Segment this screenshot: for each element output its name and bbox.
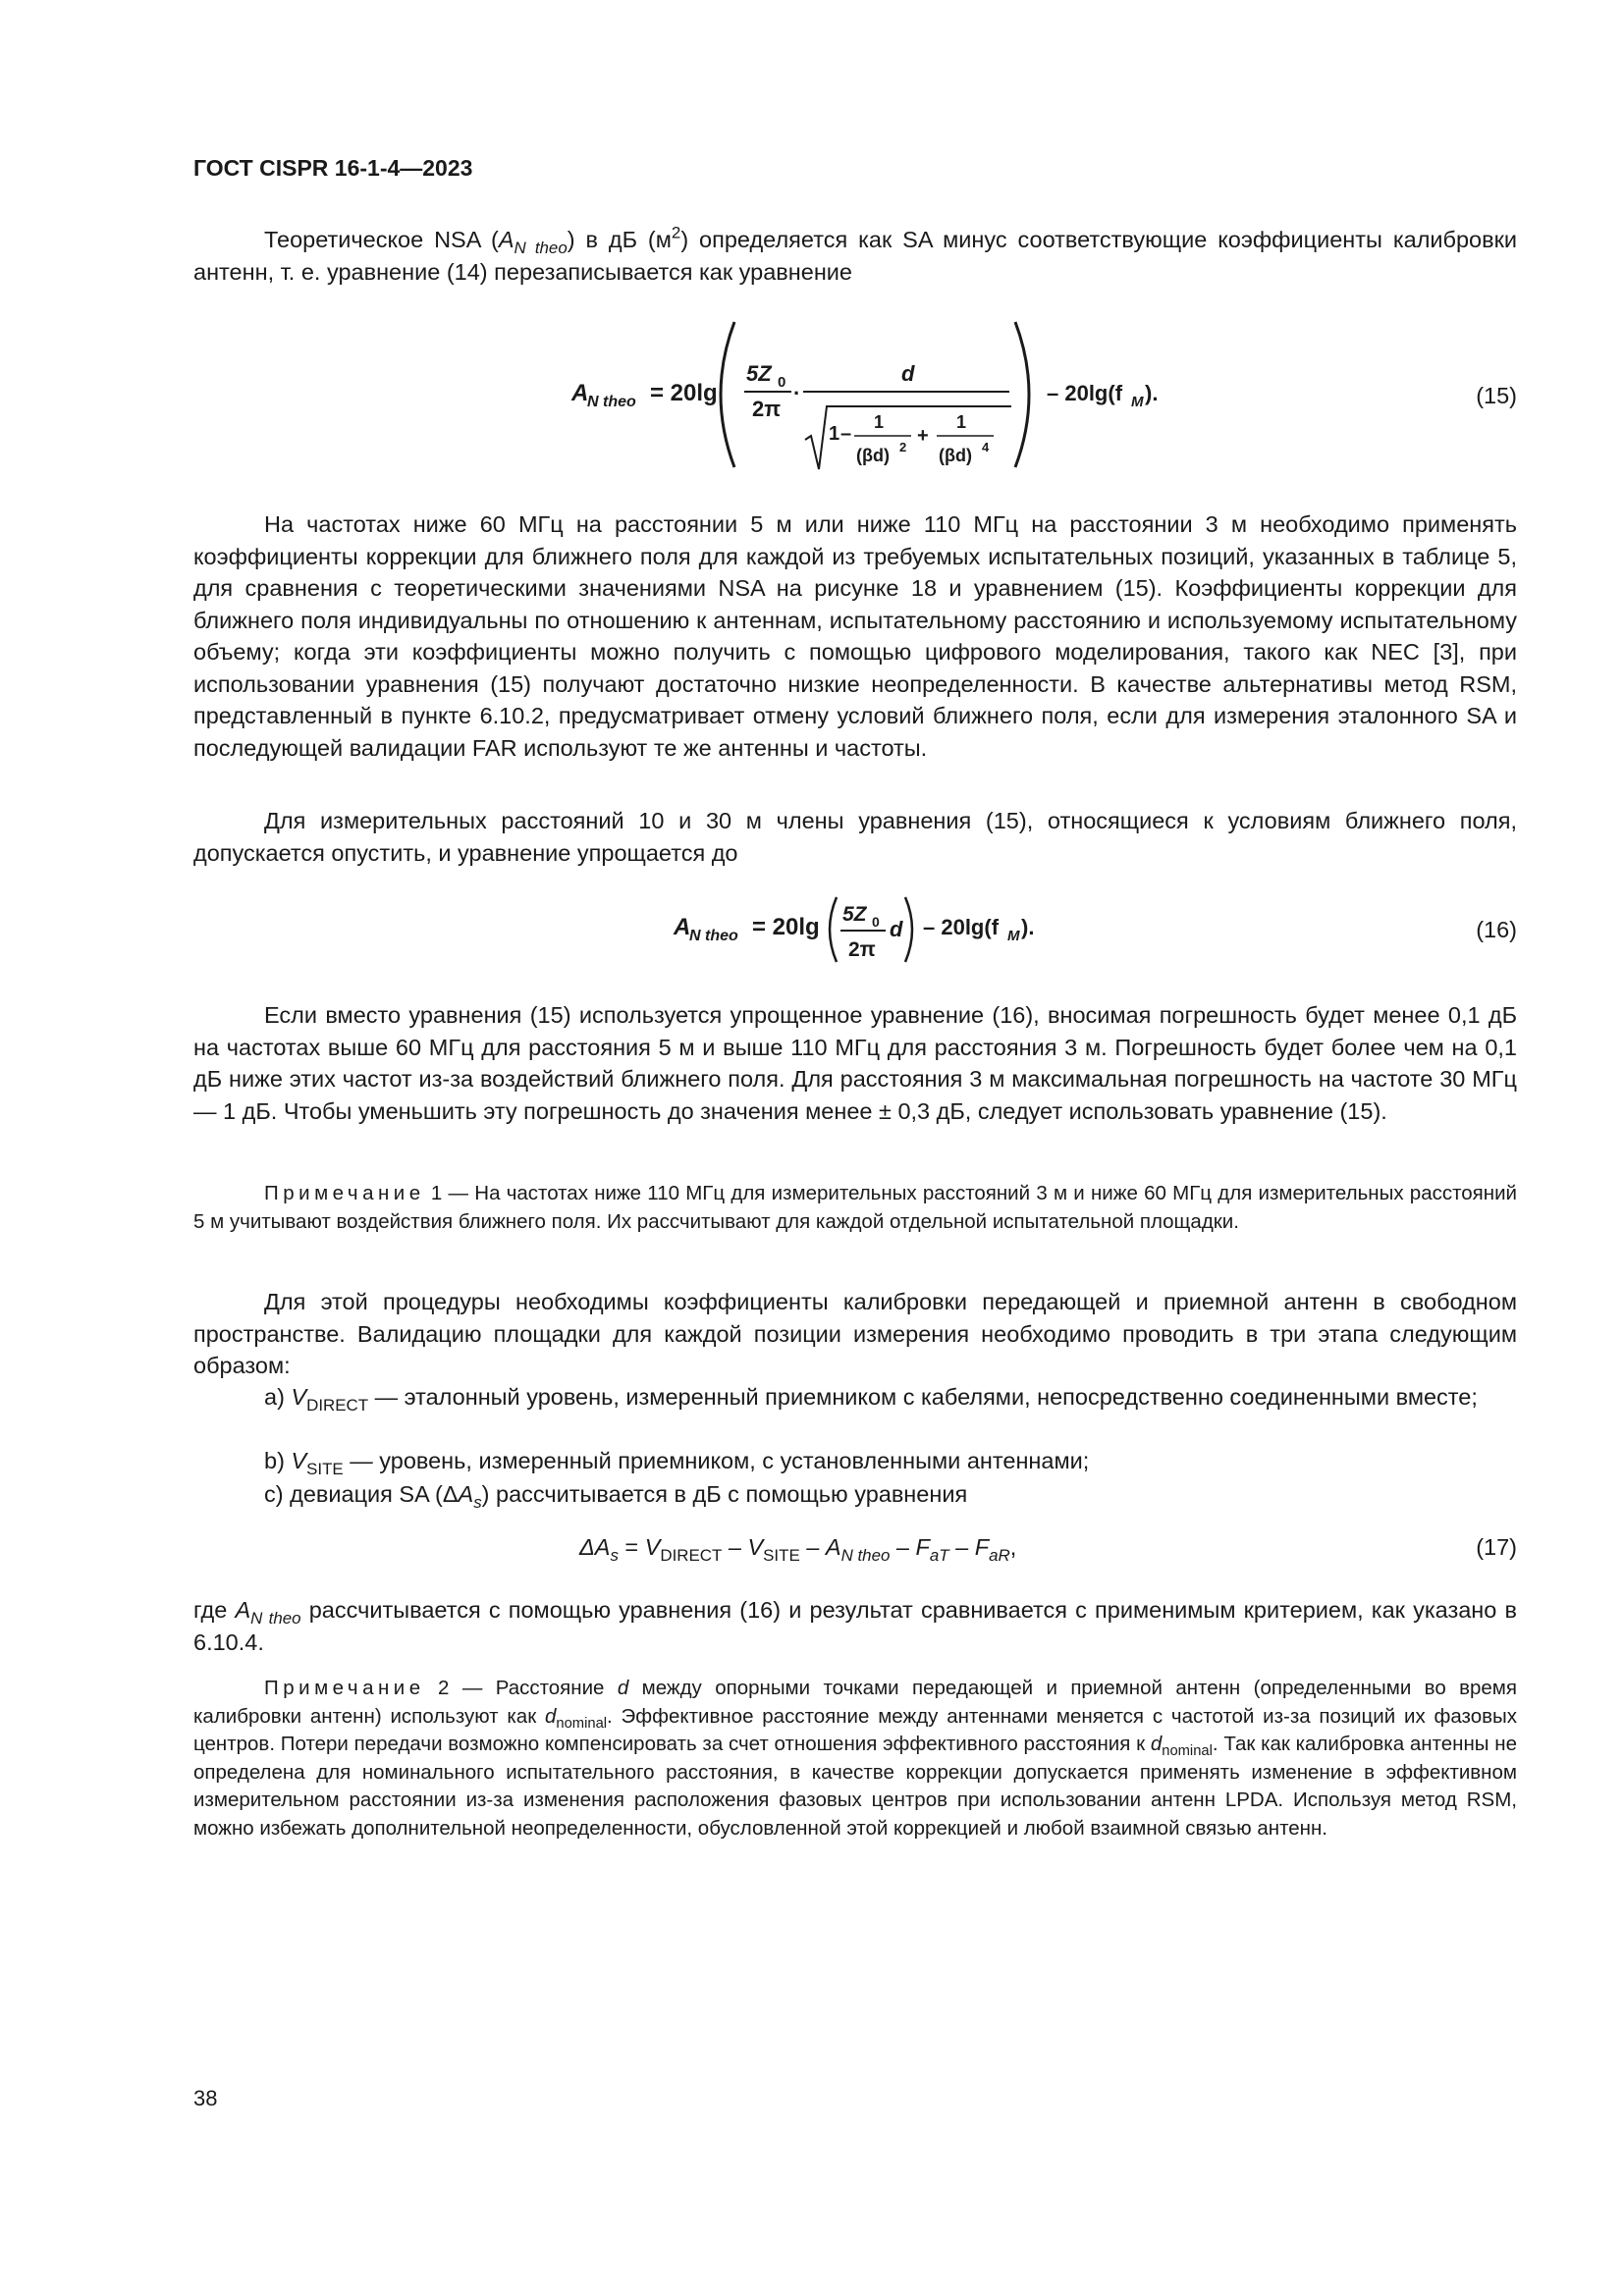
note-label: Примечание bbox=[264, 1677, 425, 1699]
eq17-v-direct: V bbox=[644, 1534, 661, 1560]
symbol-a-sub: N theo bbox=[514, 238, 568, 257]
text-run: ) в дБ (м bbox=[567, 227, 672, 252]
eq15-rhs-end: ). bbox=[1145, 381, 1159, 405]
eq15-right-paren bbox=[1015, 322, 1029, 467]
equation-15 bbox=[560, 314, 1168, 481]
eq15-one-b: 1 bbox=[956, 412, 967, 432]
paragraph-intro bbox=[193, 224, 1517, 288]
note-text: 1 — На частотах ниже 110 МГц для измерительных расстояний 3 м и ниже 60 МГц для измерительных расстояний 5 м учитывают воздействия ближнего поля. Их рассчитывают для каждой отдельной испытательной площадки. bbox=[193, 1182, 1517, 1233]
list-text: — уровень, измеренный приемником, с установленными антеннами; bbox=[343, 1448, 1090, 1473]
note-label: Примечание bbox=[264, 1182, 425, 1204]
eq17-sub: s bbox=[610, 1545, 619, 1565]
symbol-d: d bbox=[1150, 1733, 1163, 1755]
superscript: 2 bbox=[671, 223, 681, 242]
eq17-f-at: F bbox=[915, 1534, 930, 1560]
symbol-v: V bbox=[291, 1448, 307, 1473]
paragraph-where bbox=[193, 1594, 1517, 1658]
eq15-eq: = 20lg bbox=[650, 380, 718, 406]
list-marker: a) bbox=[264, 1384, 292, 1410]
eq17-op: = bbox=[618, 1534, 645, 1560]
document-header: ГОСТ CISPR 16-1-4—2023 bbox=[193, 155, 473, 181]
text-run: где bbox=[193, 1597, 236, 1623]
list-marker: b) bbox=[264, 1448, 292, 1473]
note-2 bbox=[193, 1675, 1517, 1842]
paragraph-distances: Для измерительных расстояний 10 и 30 м члены уравнения (15), относящиеся к условиям ближнего поля, допускается опустить, и уравнение упрощается до bbox=[193, 808, 1517, 866]
eq16-rhs-end: ). bbox=[1021, 915, 1035, 939]
eq15-bd4: (βd) bbox=[939, 446, 972, 465]
eq17-sub: aR bbox=[989, 1545, 1010, 1565]
equation-16 bbox=[668, 891, 1080, 970]
eq17-op: – bbox=[948, 1534, 975, 1560]
eq16-num-sub: 0 bbox=[872, 914, 880, 930]
eq15-one-a: 1 bbox=[874, 412, 885, 432]
eq17-op: – bbox=[890, 1534, 916, 1560]
eq15-exp2: 2 bbox=[899, 440, 907, 454]
symbol-v: V bbox=[291, 1384, 307, 1410]
eq16-eq: = 20lg bbox=[752, 914, 820, 940]
paragraph-near-field: На частотах ниже 60 МГц на расстоянии 5 м или ниже 110 МГц на расстоянии 3 м необходимо применять коэффициенты коррекции для ближнего поля для каждой из требуемых испытательных позиций, указанных в таблице 5, для сравнения с теоретическими значениями NSA на рисунке 18 и уравнением (15). Коэффициенты коррекции для ближнего поля индивидуальны по отношению к антеннам, испытательному расстоянию и используемому испытательному объему; когда эти коэффициенты можно получить с помощью цифрового моделирования, такого как NEC [3], при использовании уравнения (15) получают достаточно низкие неопределенности. В качестве альтернативы метод RSM, представленный в пункте 6.10.2, предусматривает отмену условий ближнего поля, если для измерения эталонного SA и последующей валидации FAR используют те же антенны и частоты. bbox=[193, 511, 1517, 761]
eq15-frac2-num: d bbox=[901, 361, 915, 386]
eq16-left-paren bbox=[830, 897, 837, 962]
eq17-op: – bbox=[722, 1534, 748, 1560]
symbol-sub: nominal bbox=[556, 1715, 608, 1732]
symbol-a: A bbox=[235, 1597, 251, 1623]
paragraph-procedure: Для этой процедуры необходимы коэффициенты калибровки передающей и приемной антенн в свободном пространстве. Валидацию площадки для каждой позиции измерения необходимо проводить в три этапа следующим образом: bbox=[193, 1289, 1517, 1378]
eq15-frac1-num-sub: 0 bbox=[778, 374, 786, 391]
symbol-sub: s bbox=[473, 1492, 482, 1512]
text-run: Теоретическое NSA ( bbox=[264, 227, 499, 252]
eq15-frac1-num: 5Z bbox=[746, 361, 772, 386]
list-marker: c) девиация SA (Δ bbox=[264, 1481, 459, 1507]
equation-16-number: (16) bbox=[1476, 917, 1517, 942]
note-text: . Так как калибровка антенны не определена для номинального испытательного расстояния, в качестве коррекции допускается применять изменение в эффективном измерительном расстоянии из-за изменения расположения фазовых центров при использовании антенн LPDA. Используя метод RSM, можно избежать дополнительной неопределенности, обусловленной этой коррекцией и любой взаимной связью антенн. bbox=[193, 1733, 1517, 1840]
list-item-c bbox=[193, 1478, 1517, 1511]
note-text: . Эффективное расстояние между антеннами меняется с частотой из-за позиций их фазовых центров. Потери передачи возможно компенсировать за счет отношения эффективного расстояния к bbox=[193, 1704, 1517, 1755]
eq17-sub: aT bbox=[929, 1545, 949, 1565]
eq17-delta-a: ΔA bbox=[579, 1534, 611, 1560]
list-item-a bbox=[193, 1381, 1517, 1414]
symbol-sub: DIRECT bbox=[306, 1395, 369, 1415]
eq15-rhs: – 20lg(f bbox=[1047, 381, 1123, 405]
note-text: 2 — Расстояние bbox=[424, 1677, 618, 1699]
eq17-sub: N theo bbox=[840, 1545, 891, 1565]
symbol-a: A bbox=[458, 1481, 474, 1507]
eq16-den: 2π bbox=[848, 938, 876, 961]
eq15-one: 1 bbox=[829, 423, 840, 445]
equation-15-number: (15) bbox=[1476, 383, 1517, 408]
equation-17 bbox=[579, 1534, 1017, 1565]
page-number: 38 bbox=[193, 2086, 218, 2110]
eq15-minus: – bbox=[840, 423, 852, 445]
list-text: — эталонный уровень, измеренный приемником с кабелями, непосредственно соединенными вместе; bbox=[368, 1384, 1478, 1410]
text-run: рассчитывается с помощью уравнения (16) и результат сравнивается с применимым критерием, как указано в 6.10.4. bbox=[193, 1597, 1517, 1655]
eq15-rhs-sub: M bbox=[1131, 394, 1144, 410]
list-item-b bbox=[193, 1445, 1517, 1477]
eq16-lhs-sub: N theo bbox=[689, 928, 738, 944]
eq16-num: 5Z bbox=[842, 903, 867, 926]
eq17-f-ar: F bbox=[974, 1534, 990, 1560]
eq15-dot: · bbox=[793, 381, 801, 405]
paragraph-error: Если вместо уравнения (15) используется упрощенное уравнение (16), вносимая погрешность будет менее 0,1 дБ на частотах выше 60 МГц для расстояния 5 м и выше 110 МГц для расстояния 3 м. Погрешность будет более чем на 0,1 дБ ниже этих частот из-за воздействий ближнего поля. Для расстояния 3 м максимальная погрешность на частоте 30 МГц — 1 дБ. Чтобы уменьшить эту погрешность до значения менее ± 0,3 дБ, следует использовать уравнение (15). bbox=[193, 1002, 1517, 1124]
eq16-lhs: A bbox=[674, 914, 691, 940]
eq17-sub: SITE bbox=[763, 1545, 800, 1565]
eq15-frac1-den: 2π bbox=[752, 397, 782, 421]
list-text: ) рассчитывается в дБ с помощью уравнения bbox=[481, 1481, 968, 1507]
symbol-a: A bbox=[498, 227, 514, 252]
eq15-plus: + bbox=[917, 425, 929, 447]
symbol-sub: nominal bbox=[1162, 1743, 1213, 1760]
symbol-d: d bbox=[544, 1704, 557, 1728]
symbol-sub: N theo bbox=[250, 1608, 301, 1628]
eq15-lhs: A bbox=[571, 380, 589, 406]
eq17-a-theo: A bbox=[825, 1534, 841, 1560]
eq16-rhs: – 20lg(f bbox=[923, 915, 1000, 939]
eq17-op: – bbox=[799, 1534, 826, 1560]
eq15-bd2: (βd) bbox=[856, 446, 890, 465]
eq16-right-paren bbox=[905, 897, 912, 962]
eq15-exp4: 4 bbox=[982, 440, 990, 454]
note-text: между опорными точками передающей и приемной антенн (определенными во время калибровки антенн) используют как bbox=[193, 1677, 1517, 1728]
symbol-d: d bbox=[617, 1677, 629, 1699]
eq17-end: , bbox=[1009, 1534, 1017, 1560]
symbol-sub: SITE bbox=[306, 1459, 344, 1478]
eq17-v-site: V bbox=[747, 1534, 764, 1560]
eq15-left-paren bbox=[721, 322, 734, 467]
equation-17-number: (17) bbox=[1476, 1534, 1517, 1560]
eq16-rhs-sub: M bbox=[1007, 928, 1020, 944]
text-run: ) определяется как SA минус соответствующие коэффициенты калибровки антенн, т. е. уравнение (14) перезаписывается как уравнение bbox=[193, 227, 1518, 285]
note-1 bbox=[193, 1180, 1517, 1236]
eq17-sub: DIRECT bbox=[660, 1545, 723, 1565]
eq16-d: d bbox=[890, 917, 903, 941]
eq15-lhs-sub: N theo bbox=[587, 394, 636, 410]
